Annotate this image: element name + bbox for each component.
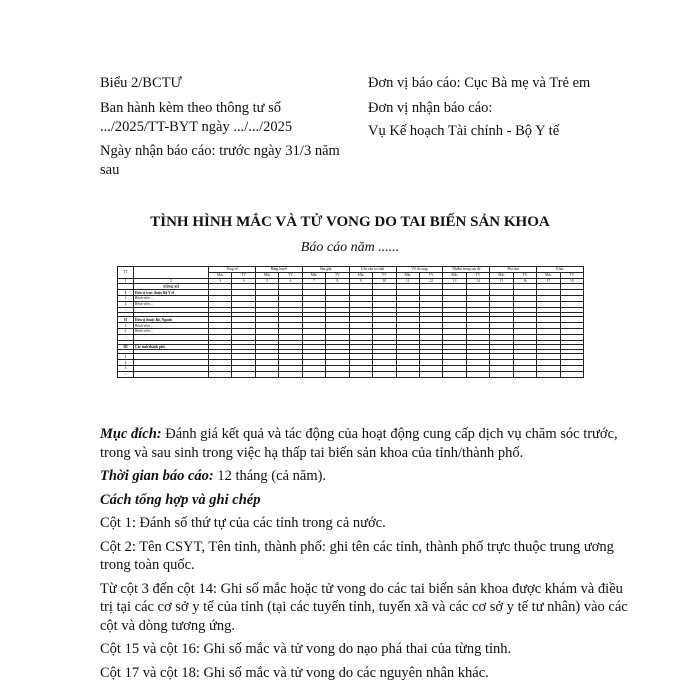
issued-with-line1: Ban hành kèm theo thông tư số <box>100 100 282 116</box>
sub-header-tv: TV <box>326 272 349 278</box>
col1-paragraph: Cột 1: Đánh số thứ tự của các tỉnh trong cả nước. <box>100 515 386 531</box>
col-number: 7 <box>302 278 325 284</box>
receive-date-line1: Ngày nhận báo cáo: trước ngày 31/3 năm <box>100 143 340 159</box>
row-group-label: Các tỉnh/thành phố <box>134 344 209 350</box>
form-code: Biểu 2/BCTƯ <box>100 75 182 91</box>
sub-header-tv: TV <box>373 272 396 278</box>
col-number: 1 <box>118 278 134 284</box>
col-number: 8 <box>326 278 349 284</box>
group-header: Uốn ván sơ sinh <box>349 267 396 273</box>
sub-header-mac: Mắc <box>443 272 466 278</box>
col-number: 16 <box>513 278 536 284</box>
sub-header-mac: Mắc <box>209 272 232 278</box>
row-index: 3 <box>118 365 134 371</box>
period-text: 12 tháng (cả năm). <box>213 468 327 484</box>
col-name-header <box>134 267 209 279</box>
receiving-unit: Vụ Kế hoạch Tài chính - Bộ Y tế <box>368 123 560 139</box>
issued-with-line2: .../2025/TT-BYT ngày .../.../2025 <box>100 119 293 135</box>
col-number: 9 <box>349 278 372 284</box>
group-header: Sản giật <box>302 267 349 273</box>
col-number: 3 <box>209 278 232 284</box>
sub-header-mac: Mắc <box>537 272 560 278</box>
col-number: 17 <box>537 278 560 284</box>
row-group-label: Đơn vị thuộc Bộ, Ngành <box>134 317 209 323</box>
sub-header-tv: TV <box>513 272 536 278</box>
report-table-wrapper <box>117 266 584 378</box>
row-name: Bệnh viện ... <box>134 328 209 334</box>
group-header: Nhiễm trùng sau đẻ <box>443 267 490 273</box>
row-index: II <box>118 317 134 323</box>
col-number: 15 <box>490 278 513 284</box>
col-tt-header: TT <box>118 267 134 279</box>
col-number: 12 <box>419 278 442 284</box>
row-index: 2 <box>118 328 134 334</box>
col-number: 11 <box>396 278 419 284</box>
row-name: Bệnh viện ... <box>134 301 209 307</box>
row-index: ... <box>118 334 134 340</box>
sub-header-mac: Mắc <box>302 272 325 278</box>
row-total-label: TỔNG SỐ <box>134 284 209 290</box>
sub-header-tv: TV <box>560 272 583 278</box>
period-label: Thời gian báo cáo: <box>100 468 214 484</box>
purpose-text: Đánh giá kết quả và tác động của hoạt động cung cấp dịch vụ chăm sóc trước, trong và sau sinh trong việc hạ thấp tai biến sản khoa của tỉnh/thành phố. <box>100 426 618 461</box>
reporting-unit: Đơn vị báo cáo: Cục Bà mẹ và Trẻ em <box>368 75 591 91</box>
table-row <box>118 371 584 377</box>
group-header: Băng huyết <box>255 267 302 273</box>
receiving-unit-label: Đơn vị nhận báo cáo: <box>368 100 493 116</box>
row-name: Bệnh viện ... <box>134 323 209 329</box>
sub-header-mac: Mắc <box>490 272 513 278</box>
sub-header-tv: TV <box>279 272 302 278</box>
period-paragraph <box>100 467 628 486</box>
col-number: 4 <box>232 278 255 284</box>
group-header: Phá thai <box>490 267 537 273</box>
group-header: Khác <box>537 267 584 273</box>
issued-with <box>100 99 340 137</box>
group-header: Tổng số <box>209 267 256 273</box>
row-index: 1 <box>118 295 134 301</box>
row-index: 1 <box>118 323 134 329</box>
col15-16-paragraph: Cột 15 và cột 16: Ghi số mắc và tử vong do nạo phá thai của từng tỉnh. <box>100 641 512 657</box>
row-index: 1 <box>118 354 134 360</box>
method-heading: Cách tổng hợp và ghi chép <box>100 491 261 508</box>
col2-paragraph: Cột 2: Tên CSYT, Tên tỉnh, thành phố: ghi tên các tỉnh, thành phố trực thuộc trung ương trong toàn quốc. <box>100 538 614 573</box>
purpose-label: Mục đích: <box>100 426 162 442</box>
row-index: 2 <box>118 360 134 366</box>
col3-14-paragraph: Từ cột 3 đến cột 14: Ghi số mắc hoặc tử vong do các tai biến sản khoa được khám và điều trị tại các cơ sở y tế của tỉnh (tại các tuyến tỉnh, tuyến xã và các cơ sở y tế tư nhân) vào các cột và dòng tương ứng. <box>100 580 628 634</box>
col-number: 18 <box>560 278 583 284</box>
sub-header-tv: TV <box>419 272 442 278</box>
page-subtitle: Báo cáo năm ...... <box>300 240 400 255</box>
sub-header-tv: TV <box>466 272 489 278</box>
sub-header-mac: Mắc <box>396 272 419 278</box>
sub-header-tv: TV <box>232 272 255 278</box>
row-index: ... <box>118 371 134 377</box>
sub-header-mac: Mắc <box>255 272 278 278</box>
row-index: ... <box>118 307 134 313</box>
col-number: 5 <box>255 278 278 284</box>
receive-date <box>100 142 360 180</box>
instructions <box>100 425 628 687</box>
col-number: 13 <box>443 278 466 284</box>
receive-date-line2: sau <box>100 162 120 178</box>
col-number: 2 <box>134 278 209 284</box>
page-title: TÌNH HÌNH MẮC VÀ TỬ VONG DO TAI BIẾN SẢN KHOA <box>150 214 550 230</box>
row-index: 2 <box>118 301 134 307</box>
col17-18-paragraph: Cột 17 và cột 18: Ghi số mắc và tử vong do các nguyên nhân khác. <box>100 664 489 681</box>
col-number: 10 <box>373 278 396 284</box>
sub-header-mac: Mắc <box>349 272 372 278</box>
report-table <box>117 266 584 378</box>
purpose-paragraph <box>100 425 628 462</box>
col-number: 6 <box>279 278 302 284</box>
row-index: III <box>118 344 134 350</box>
group-header: Vỡ tử cung <box>396 267 443 273</box>
row-name: Bệnh viện ... <box>134 295 209 301</box>
row-group-label: Đơn vị trực thuộc Bộ Y tế <box>134 290 209 296</box>
row-index: I <box>118 290 134 296</box>
col-number: 14 <box>466 278 489 284</box>
